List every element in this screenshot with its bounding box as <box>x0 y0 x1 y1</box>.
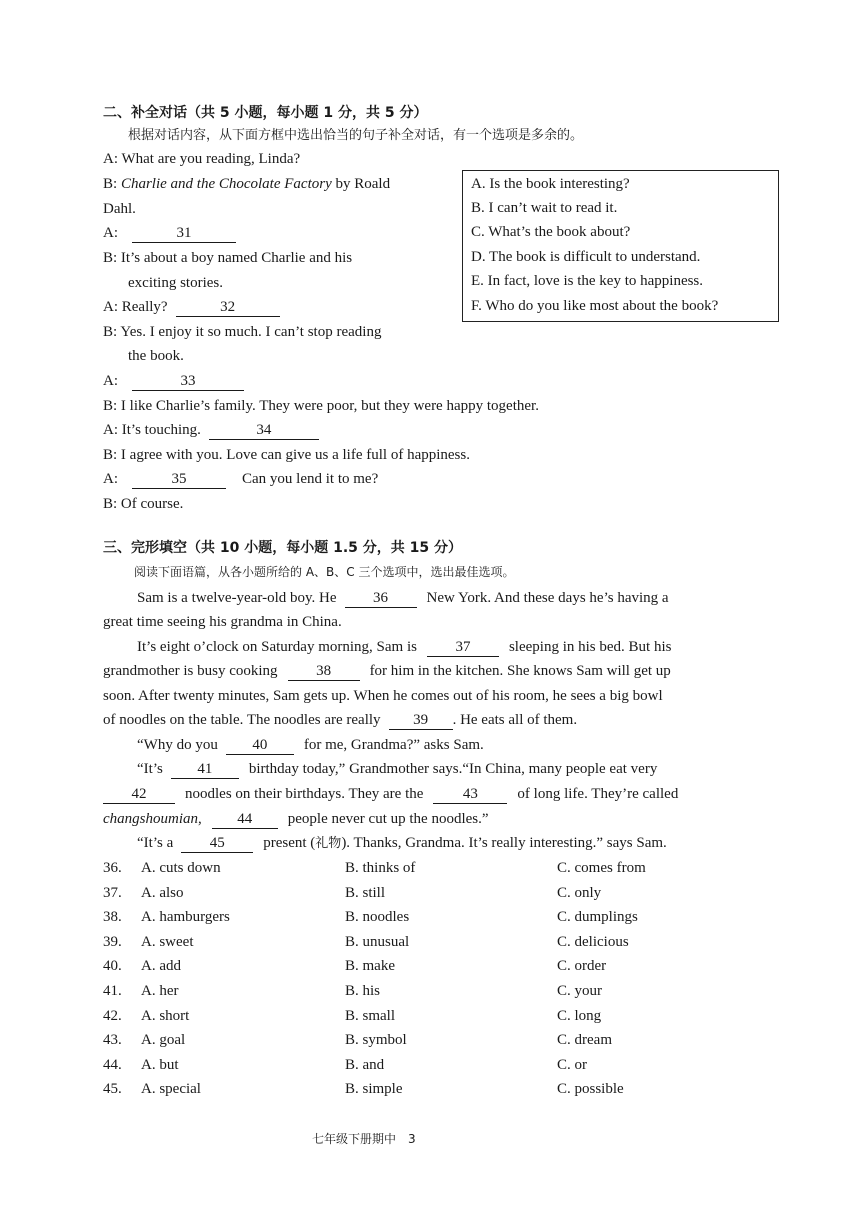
question-number: 42. <box>103 1008 122 1024</box>
dialogue-line: B: Of course. <box>103 496 184 512</box>
answer-blank-37: 37 <box>427 638 499 657</box>
choice-b: B. unusual <box>345 934 410 950</box>
footer-label: 七年级下册期中 <box>312 1132 397 1146</box>
choice-c: C. only <box>557 885 602 901</box>
passage-line: 42 noodles on their birthdays. They are the 43 of long life. They’re called <box>103 783 678 805</box>
choice-a: A. her <box>141 983 179 999</box>
answer-blank-40: 40 <box>226 736 294 755</box>
choice-c: C. or <box>557 1057 587 1073</box>
dialogue-line: A: It’s touching. 34 <box>103 419 323 441</box>
question-number: 36. <box>103 860 122 876</box>
section-2-title: 二、补全对话（共 5 小题，每小题 1 分，共 5 分） <box>103 105 428 121</box>
question-number: 41. <box>103 983 122 999</box>
choice-a: A. short <box>141 1008 190 1024</box>
choice-b: B. and <box>345 1057 385 1073</box>
answer-blank-39: 39 <box>389 711 453 730</box>
choice-b: B. noodles <box>345 909 410 925</box>
question-number: 38. <box>103 909 122 925</box>
choice-c: C. delicious <box>557 934 629 950</box>
answer-blank-38: 38 <box>288 662 360 681</box>
answer-blank-44: 44 <box>212 810 278 829</box>
answer-blank-36: 36 <box>345 589 417 608</box>
question-number: 44. <box>103 1057 122 1073</box>
dialogue-line: A: 33 <box>103 370 248 392</box>
option-b: B. I can’t wait to read it. <box>471 200 618 216</box>
page-number: 3 <box>408 1132 416 1146</box>
section-3-instruction: 阅读下面语篇，从各小题所给的 A、B、C 三个选项中，选出最佳选项。 <box>134 565 515 579</box>
option-e: E. In fact, love is the key to happiness. <box>471 273 704 289</box>
answer-blank-42: 42 <box>103 785 175 804</box>
dialogue-line: B: I agree with you. Love can give us a life full of happiness. <box>103 447 470 463</box>
choice-c: C. comes from <box>557 860 646 876</box>
option-d: D. The book is difficult to understand. <box>471 249 701 265</box>
dialogue-line: B: Charlie and the Chocolate Factory by Roald <box>103 176 391 192</box>
option-c: C. What’s the book about? <box>471 224 631 240</box>
dialogue-line: A: What are you reading, Linda? <box>103 151 301 167</box>
passage-line: great time seeing his grandma in China. <box>103 614 342 630</box>
choice-a: A. hamburgers <box>141 909 230 925</box>
question-number: 43. <box>103 1032 122 1048</box>
option-a: A. Is the book interesting? <box>471 176 630 192</box>
choice-a: A. goal <box>141 1032 186 1048</box>
book-title: Charlie and the Chocolate Factory <box>120 176 332 192</box>
question-number: 45. <box>103 1081 122 1097</box>
dialogue-line: B: It’s about a boy named Charlie and his <box>103 250 353 266</box>
passage-line: It’s eight o’clock on Saturday morning, Sam is 37 sleeping in his bed. But his <box>137 639 672 655</box>
choice-b: B. thinks of <box>345 860 416 876</box>
choice-c: C. long <box>557 1008 602 1024</box>
option-f: F. Who do you like most about the book? <box>471 298 719 314</box>
choice-b: B. make <box>345 958 395 974</box>
passage-line: soon. After twenty minutes, Sam gets up. When he comes out of his room, he sees a big bowl <box>103 688 663 704</box>
passage-line: grandmother is busy cooking 38 for him in the kitchen. She knows Sam will get up <box>103 663 671 679</box>
answer-blank-45: 45 <box>181 834 253 853</box>
answer-blank-31: 31 <box>132 224 236 243</box>
options-box <box>462 170 779 322</box>
choice-a: A. sweet <box>141 934 194 950</box>
passage-line: “It’s a 45 present (礼物). Thanks, Grandma. It’s really interesting.” says Sam. <box>137 835 667 851</box>
dialogue-line: A: Really? 32 <box>103 296 284 318</box>
dialogue-line: the book. <box>128 348 184 364</box>
choice-c: C. order <box>557 958 607 974</box>
choice-b: B. simple <box>345 1081 403 1097</box>
question-number: 37. <box>103 885 122 901</box>
dialogue-line: exciting stories. <box>128 275 223 291</box>
footer <box>312 1128 416 1150</box>
passage-line: of noodles on the table. The noodles are really 39 . He eats all of them. <box>103 712 578 728</box>
passage-line: Sam is a twelve-year-old boy. He 36 New York. And these days he’s having a <box>137 590 669 606</box>
choice-a: A. also <box>141 885 184 901</box>
section-2-instruction: 根据对话内容，从下面方框中选出恰当的句子补全对话，有一个选项是多余的。 <box>128 128 584 143</box>
question-number: 40. <box>103 958 122 974</box>
answer-blank-34: 34 <box>209 421 319 440</box>
choice-a: A. but <box>141 1057 179 1073</box>
choice-a: A. special <box>141 1081 201 1097</box>
question-number: 39. <box>103 934 122 950</box>
answer-blank-35: 35 <box>132 470 226 489</box>
choice-b: B. symbol <box>345 1032 407 1048</box>
dialogue-line: A: 35 Can you lend it to me? <box>103 471 379 487</box>
dialogue-line: Dahl. <box>103 201 136 217</box>
section-3-title: 三、完形填空（共 10 小题，每小题 1.5 分，共 15 分） <box>103 540 463 556</box>
choice-a: A. cuts down <box>141 860 221 876</box>
dialogue-line: A: 31 <box>103 222 240 244</box>
choice-c: C. possible <box>557 1081 624 1097</box>
passage-line: “Why do you 40 for me, Grandma?” asks Sam. <box>137 737 484 753</box>
choice-b: B. small <box>345 1008 396 1024</box>
answer-blank-32: 32 <box>176 298 280 317</box>
dialogue-line: B: I like Charlie’s family. They were poor, but they were happy together. <box>103 398 539 414</box>
choice-b: B. still <box>345 885 386 901</box>
dialogue-line: B: Yes. I enjoy it so much. I can’t stop reading <box>103 324 382 340</box>
passage-line: changshoumian, 44 people never cut up the noodles.” <box>103 811 489 827</box>
choice-c: C. your <box>557 983 602 999</box>
choice-c: C. dumplings <box>557 909 638 925</box>
choice-a: A. add <box>141 958 181 974</box>
choice-c: C. dream <box>557 1032 612 1048</box>
answer-blank-43: 43 <box>433 785 507 804</box>
answer-blank-33: 33 <box>132 372 244 391</box>
answer-blank-41: 41 <box>171 760 239 779</box>
passage-line: “It’s 41 birthday today,” Grandmother says.“In China, many people eat very <box>137 761 658 777</box>
choice-b: B. his <box>345 983 381 999</box>
